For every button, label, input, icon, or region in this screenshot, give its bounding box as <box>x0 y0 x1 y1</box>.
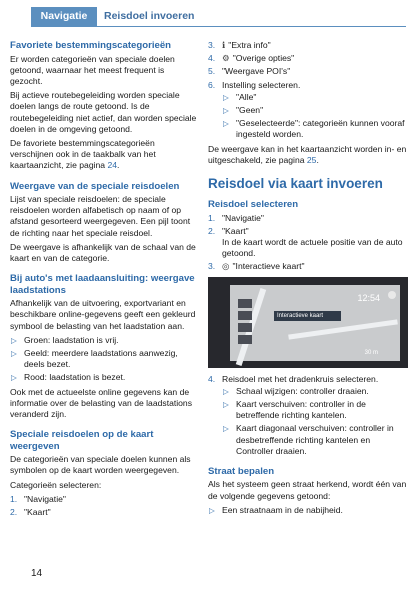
paragraph: De categorieën van speciale doelen kunnen als symbolen op de kaart worden weergegeven. <box>10 454 191 476</box>
page-number: 14 <box>31 568 43 579</box>
gear-icon: ⚙ <box>222 53 230 64</box>
right-column <box>208 40 408 519</box>
list-item: ▷ Rood: laadstation is bezet. <box>10 372 198 383</box>
step-note: In de kaart wordt de actuele positie van de auto getoond. <box>222 236 403 259</box>
list-item: 5. "Weergave POI's" <box>208 66 291 77</box>
list-item: 4. Reisdoel met het dradenkruis selecteren. ▷ Schaal wijzigen: controller draaien. ▷ Kaart verschuiven: controller in de betreffende richting kantelen. ▷ Kaart diagonaal verschuiven: controller in desbetreffende richting kantelen en Controller draaien. <box>208 374 408 457</box>
page-link[interactable]: 24 <box>107 160 118 171</box>
interactive-map-icon: ◎ <box>222 261 230 272</box>
list-item: 2. "Kaart" In de kaart wordt de actuele positie van de auto getoond. <box>208 226 408 260</box>
list-item: ▷ "Geselecteerde": categorieën kunnen vooraf ingesteld worden. <box>222 118 408 140</box>
paragraph: Afhankelijk van de uitvoering, exportvariant en beschikbare online-gegevens geeft een gekleurd symbool de belasting van het laadstation aan. <box>10 298 196 331</box>
heading-select-destination: Reisdoel selecteren <box>208 199 299 211</box>
list-item: ▷ Een straatnaam in de nabijheid. <box>208 505 408 516</box>
list-item: 4. ⚙ "Overige opties" <box>208 53 295 64</box>
paragraph: De favoriete bestemmingscategorieën verschijnen ook in de taakbalk van het kaartaanzicht, zie pagina 24. <box>10 137 156 171</box>
charging-list <box>10 335 198 384</box>
heading-map-poi: Speciale reisdoelen op de kaart weergeven <box>10 429 154 452</box>
list-item: ▷ Kaart diagonaal verschuiven: controller in desbetreffende richting kantelen en Controller draaien. <box>222 423 408 457</box>
crosshair-steps <box>208 374 408 457</box>
section-title: Reisdoel invoeren <box>104 10 195 22</box>
paragraph: Er worden categorieën van speciale doelen getoond, waarnaar het meest frequent is gezocht. <box>10 53 175 86</box>
screen-menu-label: Interactieve kaart <box>274 311 341 321</box>
heading-charging: Bij auto's met laadaansluiting: weergave laadstations <box>10 273 195 296</box>
map-side-button <box>238 335 252 344</box>
controller-list <box>222 386 408 457</box>
list-item: ▷ "Alle" <box>222 92 408 103</box>
paragraph: Bij actieve routebegeleiding worden speciale doelen langs de route getoond. Is de routebegeleiding niet actief, dan worden speciale doelen in de omgeving getoond. <box>10 90 197 134</box>
screen-clock: 12:54 <box>357 292 380 303</box>
navigation-screen-image <box>208 277 408 368</box>
section-heading: Reisdoel via kaart invoeren <box>208 176 383 192</box>
page-link[interactable]: 25 <box>306 154 317 165</box>
list-item: ▷ Groen: laadstation is vrij. <box>10 335 198 346</box>
list-item: 3. ◎ "Interactieve kaart" <box>208 261 305 272</box>
page-header <box>0 0 416 26</box>
map-side-button <box>238 323 252 332</box>
select-steps <box>208 213 408 273</box>
left-column <box>10 40 198 521</box>
heading-display: Weergave van de speciale reisdoelen <box>10 180 180 192</box>
list-item: ▷ "Geen" <box>222 105 408 116</box>
street-list <box>208 505 408 516</box>
paragraph: De weergave kan in het kaartaanzicht worden in- en uitgeschakeld, zie pagina 25. <box>208 143 407 165</box>
paragraph: Categorieën selecteren: <box>10 479 102 490</box>
list-item: 1. "Navigatie" <box>10 493 66 504</box>
list-item: 2. "Kaart" <box>10 507 51 518</box>
list-item: ▷ Kaart verschuiven: controller in de betreffende richting kantelen. <box>222 399 408 421</box>
list-item: ▷ Schaal wijzigen: controller draaien. <box>222 386 408 397</box>
heading-street: Straat bepalen <box>208 465 275 477</box>
map-scale: 30 m <box>364 350 378 357</box>
list-item: 6. Instelling selecteren. ▷ "Alle" ▷ "Geen" ▷ "Geselecteerde": categorieën kunnen vooraf ingesteld worden. <box>208 80 408 141</box>
section-tab: Navigatie <box>31 7 97 26</box>
header-rule <box>31 26 406 27</box>
paragraph: Als het systeem geen straat herkend, wordt één van de volgende gegevens getoond: <box>208 479 407 501</box>
list-item: ▷ Geeld: meerdere laadstations aanwezig, deels bezet. <box>10 348 198 370</box>
paragraph: De weergave is afhankelijk van de schaal van de kaart en van de categorie. <box>10 241 196 264</box>
category-steps <box>10 494 198 518</box>
list-item: 3. ℹ "Extra info" <box>208 40 271 50</box>
poi-steps <box>208 40 408 141</box>
map-side-button <box>238 299 252 308</box>
paragraph: Lijst van speciale reisdoelen: de speciale reisdoelen worden alfabetisch op naam of op afstand gesorteerd weergegeven. Een pijl toont de richting naar het speciale reisdoel. <box>10 194 191 238</box>
extra-info-icon: ℹ <box>222 40 226 50</box>
paragraph: Ook met de actueelste online gegevens kan de informatie over de belasting van de laadstations veranderd zijn. <box>10 386 193 420</box>
options-list <box>222 92 408 141</box>
list-item: 1. "Navigatie" <box>208 212 264 223</box>
map-side-button <box>238 311 252 320</box>
heading-favorites: Favoriete bestemmingscategorieën <box>10 40 172 51</box>
compass-icon <box>388 291 396 299</box>
